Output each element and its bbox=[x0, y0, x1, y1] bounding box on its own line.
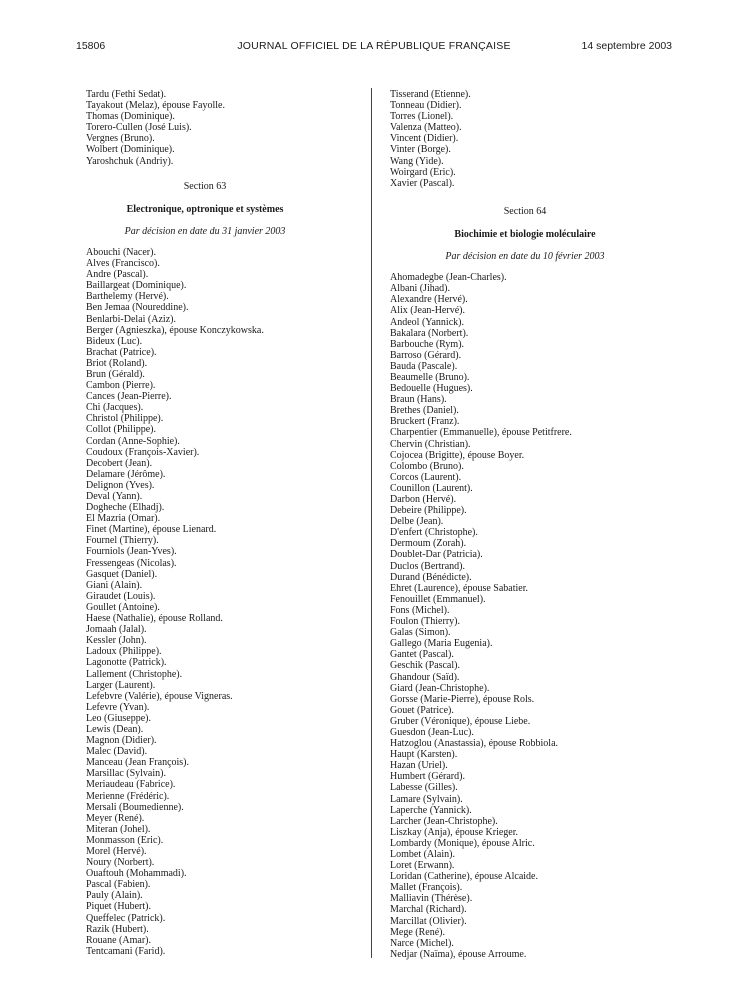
section-63-names-list bbox=[86, 247, 356, 957]
list-item: Gorsse (Marie-Pierre), épouse Rols. bbox=[390, 693, 535, 705]
list-item: Dermoum (Zorah). bbox=[390, 538, 467, 550]
list-item: Hazan (Uriel). bbox=[390, 760, 448, 772]
list-item: Bideux (Luc). bbox=[86, 335, 143, 347]
list-item: Andre (Pascal). bbox=[86, 269, 149, 281]
list-item: Finet (Martine), épouse Lienard. bbox=[86, 524, 217, 536]
list-item: Ghandour (Saïd). bbox=[390, 671, 460, 683]
list-item: Labesse (Gilles). bbox=[390, 782, 458, 794]
list-item: Vinter (Borge). bbox=[390, 144, 451, 156]
list-item: Gouet (Patrice). bbox=[390, 704, 454, 716]
list-item: Deval (Yann). bbox=[86, 491, 143, 502]
list-item: Fons (Michel). bbox=[390, 604, 450, 616]
list-item: Leo (Giuseppe). bbox=[86, 712, 151, 724]
list-item: Haese (Nathalie), épouse Rolland. bbox=[86, 613, 223, 625]
list-item: Monmasson (Eric). bbox=[86, 834, 164, 846]
list-item: Barbouche (Rym). bbox=[390, 338, 465, 350]
list-item: Piquet (Hubert). bbox=[86, 901, 151, 913]
list-item: Baillargeat (Dominique). bbox=[86, 280, 187, 292]
list-item: Barthelemy (Hervé). bbox=[86, 291, 169, 303]
journal-title: JOURNAL OFFICIEL DE LA RÉPUBLIQUE FRANÇAISE bbox=[237, 40, 511, 52]
list-item: Torres (Lionel). bbox=[390, 111, 454, 123]
list-item: Alexandre (Hervé). bbox=[390, 294, 468, 306]
section-64-subject: Biochimie et biologie moléculaire bbox=[454, 228, 596, 240]
list-item: Ehret (Laurence), épouse Sabatier. bbox=[390, 582, 528, 594]
list-item: Lefevre (Yvan). bbox=[86, 701, 150, 713]
list-item: Loridan (Catherine), épouse Alcaide. bbox=[390, 871, 538, 883]
list-item: Marchal (Richard). bbox=[390, 904, 467, 916]
list-item: Ladoux (Philippe). bbox=[86, 646, 162, 658]
list-item: Larcher (Jean-Christophe). bbox=[390, 815, 498, 827]
list-item: Malliavin (Thérèse). bbox=[390, 893, 473, 905]
list-item: Ouaftouh (Mohammadi). bbox=[86, 868, 187, 880]
list-item: Mersali (Boumedienne). bbox=[86, 801, 184, 813]
list-item: Yaroshchuk (Andriy). bbox=[86, 155, 174, 167]
list-item: Bruckert (Franz). bbox=[390, 416, 460, 428]
list-item: Delamare (Jérôme). bbox=[86, 468, 166, 480]
list-item: Lallement (Christophe). bbox=[86, 668, 183, 680]
list-item: Noury (Norbert). bbox=[86, 857, 155, 869]
list-item: Brun (Gérald). bbox=[86, 368, 145, 380]
list-item: Nedjar (Naïma), épouse Arroume. bbox=[390, 948, 527, 960]
list-item: Ahomadegbe (Jean-Charles). bbox=[390, 272, 507, 284]
list-item: Loret (Erwann). bbox=[390, 860, 455, 872]
list-item: Gruber (Véronique), épouse Liebe. bbox=[390, 715, 531, 727]
list-item: Jomaah (Jalal). bbox=[86, 624, 147, 636]
list-item: Fenouillet (Emmanuel). bbox=[390, 593, 486, 605]
list-item: Lefebvre (Valérie), épouse Vigneras. bbox=[86, 690, 233, 702]
list-item: Mege (René). bbox=[390, 926, 445, 938]
list-item: Charpentier (Emmanuelle), épouse Petitfrere. bbox=[390, 427, 572, 439]
list-item: Berger (Agnieszka), épouse Konczykowska. bbox=[86, 324, 264, 336]
list-item: Counillon (Laurent). bbox=[390, 482, 473, 494]
list-item: Lagonotte (Patrick). bbox=[86, 657, 167, 669]
list-item: Delbe (Jean). bbox=[390, 516, 444, 528]
list-item: Guesdon (Jean-Luc). bbox=[390, 726, 474, 738]
list-item: Razik (Hubert). bbox=[86, 923, 149, 935]
list-item: Gantet (Pascal). bbox=[390, 649, 454, 661]
list-item: Fressengeas (Nicolas). bbox=[86, 557, 177, 569]
publication-date: 14 septembre 2003 bbox=[581, 40, 672, 52]
list-item: Cances (Jean-Pierre). bbox=[86, 391, 172, 403]
list-item: Thomas (Dominique). bbox=[86, 111, 175, 123]
list-item: Coudoux (François-Xavier). bbox=[86, 446, 200, 458]
list-item: Vergnes (Bruno). bbox=[86, 133, 155, 145]
list-item: Merienne (Frédéric). bbox=[86, 790, 170, 802]
list-item: Doublet-Dar (Patricia). bbox=[390, 549, 483, 561]
list-item: Wang (Yide). bbox=[390, 155, 444, 167]
list-item: Gasquet (Daniel). bbox=[86, 568, 158, 580]
list-item: Giani (Alain). bbox=[86, 579, 143, 591]
list-item: Bauda (Pascale). bbox=[390, 360, 458, 372]
list-item: Miteran (Johel). bbox=[86, 823, 151, 835]
list-item: Andeol (Yannick). bbox=[390, 316, 464, 328]
list-item: Meyer (René). bbox=[86, 812, 145, 824]
list-item: D'enfert (Christophe). bbox=[390, 527, 478, 539]
list-item: Cordan (Anne-Sophie). bbox=[86, 435, 180, 447]
list-item: Lewis (Dean). bbox=[86, 723, 144, 735]
list-item: Xavier (Pascal). bbox=[390, 177, 455, 189]
section-63-decision: Par décision en date du 31 janvier 2003 bbox=[124, 225, 286, 237]
list-item: Valenza (Matteo). bbox=[390, 122, 462, 134]
list-item: Wolbert (Dominique). bbox=[86, 144, 175, 156]
list-item: Liszkay (Anja), épouse Krieger. bbox=[390, 826, 519, 838]
list-item: Brethes (Daniel). bbox=[390, 405, 459, 417]
list-item: Fournel (Thierry). bbox=[86, 535, 159, 547]
list-item: Lombet (Alain). bbox=[390, 849, 455, 860]
list-item: Fourniols (Jean-Yves). bbox=[86, 546, 177, 558]
list-item: Narce (Michel). bbox=[390, 937, 454, 949]
list-item: Lamare (Sylvain). bbox=[390, 793, 463, 805]
list-item: Cojocea (Brigitte), épouse Boyer. bbox=[390, 449, 525, 461]
list-item: Brachat (Patrice). bbox=[86, 346, 157, 358]
column-divider bbox=[371, 88, 372, 958]
list-item: Delignon (Yves). bbox=[86, 479, 155, 491]
list-item: Decobert (Jean). bbox=[86, 457, 153, 469]
list-item: Mallet (François). bbox=[390, 882, 463, 894]
page-number: 15806 bbox=[76, 40, 106, 52]
list-item: Vincent (Didier). bbox=[390, 133, 459, 145]
list-item: Goullet (Antoine). bbox=[86, 601, 160, 613]
list-item: Morel (Hervé). bbox=[86, 846, 147, 857]
section-63-title: Section 63 bbox=[183, 180, 227, 192]
list-item: Meriaudeau (Fabrice). bbox=[86, 779, 176, 791]
list-item: Woirgard (Eric). bbox=[390, 166, 456, 178]
list-item: Gallego (Maria Eugenia). bbox=[390, 638, 493, 650]
list-item: Malec (David). bbox=[86, 746, 148, 758]
list-item: Humbert (Gérard). bbox=[390, 771, 465, 783]
list-item: El Mazria (Omar). bbox=[86, 513, 161, 525]
list-item: Pauly (Alain). bbox=[86, 890, 143, 902]
list-item: Colombo (Bruno). bbox=[390, 460, 464, 472]
list-item: Corcos (Laurent). bbox=[390, 471, 462, 483]
list-item: Benlarbi-Delai (Aziz). bbox=[86, 313, 176, 325]
list-item: Rouane (Amar). bbox=[86, 934, 151, 946]
list-item: Marcillat (Olivier). bbox=[390, 915, 467, 927]
section-64-title: Section 64 bbox=[503, 205, 547, 217]
list-item: Ben Jemaa (Noureddine). bbox=[86, 302, 189, 314]
list-item: Chervin (Christian). bbox=[390, 438, 471, 450]
left-continued-list bbox=[86, 89, 356, 167]
list-item: Alves (Francisco). bbox=[86, 258, 160, 270]
page-header bbox=[76, 40, 672, 56]
list-item: Briot (Roland). bbox=[86, 357, 148, 369]
list-item: Alix (Jean-Hervé). bbox=[390, 305, 465, 317]
list-item: Dogheche (Elhadj). bbox=[86, 502, 165, 514]
list-item: Kessler (John). bbox=[86, 635, 147, 647]
list-item: Christol (Philippe). bbox=[86, 413, 164, 425]
list-item: Geschik (Pascal). bbox=[390, 660, 460, 672]
list-item: Torero-Cullen (José Luis). bbox=[86, 122, 192, 134]
list-item: Tayakout (Melaz), épouse Fayolle. bbox=[86, 100, 225, 112]
list-item: Laperche (Yannick). bbox=[390, 804, 472, 816]
right-continued-list bbox=[390, 89, 660, 189]
list-item: Beaumelle (Bruno). bbox=[390, 371, 470, 383]
list-item: Marsillac (Sylvain). bbox=[86, 768, 166, 780]
list-item: Braun (Hans). bbox=[390, 394, 447, 406]
list-item: Lombardy (Monique), épouse Alric. bbox=[390, 837, 535, 849]
list-item: Giard (Jean-Christophe). bbox=[390, 682, 490, 694]
list-item: Manceau (Jean François). bbox=[86, 757, 190, 769]
list-item: Cambon (Pierre). bbox=[86, 380, 156, 392]
list-item: Magnon (Didier). bbox=[86, 735, 157, 747]
section-63-subject: Electronique, optronique et systèmes bbox=[126, 203, 284, 215]
left-column bbox=[86, 89, 356, 957]
list-item: Larger (Laurent). bbox=[86, 679, 156, 691]
list-item: Tardu (Fethi Sedat). bbox=[86, 89, 167, 100]
list-item: Bedouelle (Hugues). bbox=[390, 383, 473, 395]
section-64-names-list bbox=[390, 272, 660, 960]
list-item: Foulon (Thierry). bbox=[390, 616, 460, 628]
right-column bbox=[390, 89, 660, 960]
list-item: Abouchi (Nacer). bbox=[86, 246, 156, 258]
list-item: Haupt (Karsten). bbox=[390, 749, 458, 761]
list-item: Collot (Philippe). bbox=[86, 424, 156, 436]
list-item: Giraudet (Louis). bbox=[86, 590, 156, 602]
list-item: Debeire (Philippe). bbox=[390, 505, 467, 517]
section-64-decision: Par décision en date du 10 février 2003 bbox=[445, 251, 605, 263]
list-item: Darbon (Hervé). bbox=[390, 494, 457, 505]
list-item: Galas (Simon). bbox=[390, 627, 451, 639]
list-item: Tentcamani (Farid). bbox=[86, 945, 166, 957]
list-item: Barroso (Gérard). bbox=[390, 349, 462, 361]
list-item: Albani (Jihad). bbox=[390, 283, 450, 295]
list-item: Queffelec (Patrick). bbox=[86, 912, 166, 924]
list-item: Tisserand (Etienne). bbox=[390, 89, 471, 100]
list-item: Chi (Jacques). bbox=[86, 402, 144, 414]
list-item: Tonneau (Didier). bbox=[390, 100, 462, 112]
list-item: Duclos (Bertrand). bbox=[390, 560, 465, 572]
list-item: Pascal (Fabien). bbox=[86, 879, 151, 891]
list-item: Bakalara (Norbert). bbox=[390, 327, 469, 339]
list-item: Durand (Bénédicte). bbox=[390, 571, 472, 583]
list-item: Hatzoglou (Anastassia), épouse Robbiola. bbox=[390, 738, 559, 750]
